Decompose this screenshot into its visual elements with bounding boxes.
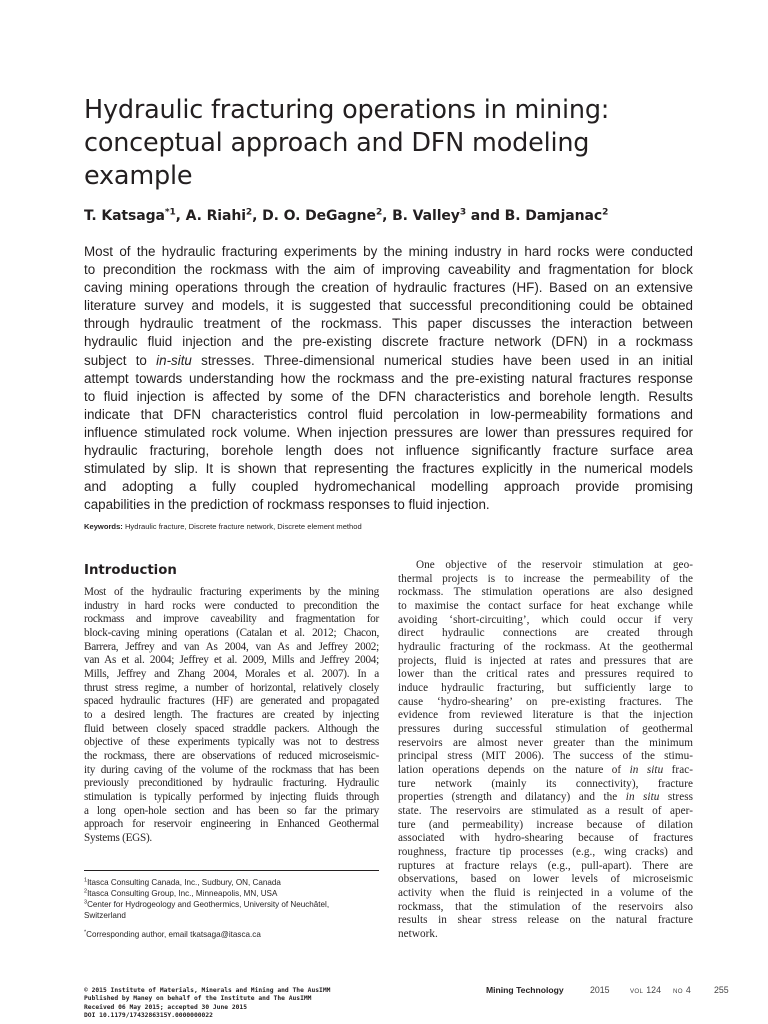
footnote-mark: 1: [84, 877, 88, 884]
body-line: block-caving mining operations (Catalan et al. 2012; Chacon,: [84, 627, 379, 640]
body-line: projects, fluid is injected at rates and pressures that are: [398, 654, 693, 667]
footnotes: [84, 877, 384, 940]
author-affiliation-mark: 2: [245, 207, 253, 218]
abstract-line: hydraulic fluid injection and the pre-existing discrete fracture network (DFN) in a rockmass: [84, 334, 693, 350]
keywords-label: Keywords:: [84, 522, 123, 531]
body-line: to maximise the contact surface for heat exchange while: [398, 600, 693, 613]
abstract: [84, 243, 693, 514]
abstract-line: through hydraulic treatment of the rockmass. This paper discusses the interaction between: [84, 316, 693, 332]
doi-line: DOI 10.1179/1743286315Y.0000000022: [84, 1012, 213, 1020]
body-line: previously preconditioned by hydraulic fracturing. Hydraulic: [84, 777, 379, 790]
body-line: industry in hard rocks were conducted to precondition the: [84, 599, 379, 612]
body-line: results in shear stress release on the natural fracture: [398, 914, 693, 927]
footnote-mark: 2: [84, 888, 88, 895]
title-line: example: [84, 161, 193, 191]
footnote-affiliation-1: [84, 877, 384, 888]
abstract-line: to fluid injection is affected by some of the DFN characteristics and borehole length. Results: [84, 388, 693, 404]
abstract-text: subject to: [84, 352, 157, 368]
abstract-line: capabilities in the prediction of rockmass responses to fluid injection.: [84, 497, 490, 513]
author-separator: ,: [252, 208, 263, 224]
issue-number: 4: [685, 985, 691, 995]
abstract-line: caving mining operations through the creation of hydraulic fractures (HF). Based on an extensive: [84, 280, 693, 296]
body-text: lation operations depends on the nature of: [398, 764, 630, 777]
body-line: induce hydraulic fracturing, but sufficiently large to: [398, 682, 693, 695]
body-line: evidence from reviewed literature is that the injection: [398, 709, 693, 722]
body-line: roughness, fracture tip processes (e.g., wing cracks) and: [398, 846, 693, 859]
abstract-line: and adopting a fully coupled hydromechanical modelling approach provide promising: [84, 479, 693, 495]
left-column-text: [84, 586, 379, 846]
author-conjunction: and: [465, 208, 505, 224]
body-line: activity when the fluid is reinjected in a volume of the: [398, 887, 693, 900]
body-line: state. The reservoirs are stimulated as a result of aper-: [398, 805, 693, 818]
running-footer: [486, 985, 736, 997]
abstract-italic: in-situ: [156, 352, 192, 368]
footnote-affiliation-3-cont: Switzerland: [84, 911, 126, 920]
paper-title: [84, 94, 704, 193]
footnote-affiliation-3: [84, 899, 384, 910]
copyright-line: © 2015 Institute of Materials, Minerals and Mining and The AusIMM: [84, 987, 331, 994]
abstract-line: literature survey and models, it is suggested that successful preconditioning could be obtained: [84, 298, 693, 314]
abstract-text: stresses. Three-dimensional numerical studies have been used in an initial: [191, 352, 693, 368]
body-line: lower than the critical rates and pressures required to: [398, 668, 693, 681]
body-line: One objective of the reservoir stimulation at geo-: [416, 559, 693, 571]
body-line: [398, 764, 693, 778]
section-heading-introduction: Introduction: [84, 563, 177, 578]
author-affiliation-mark: 2: [602, 207, 609, 218]
body-line: principal stress (MIT 2006). The success of the stimu-: [398, 750, 693, 763]
body-line: reservoirs are almost never greater than the minimum: [398, 736, 693, 749]
keywords: [84, 522, 693, 531]
page-number: 255: [714, 985, 729, 995]
journal-year: 2015: [590, 985, 610, 995]
publisher-line: Published by Maney on behalf of the Institute and The AusIMM: [84, 995, 312, 1003]
abstract-line: Most of the hydraulic fracturing experiments by the mining industry in hard rocks were conducted: [84, 244, 693, 259]
footnote-corresponding-author: [84, 929, 384, 940]
abstract-line: stimulated by slip. It is shown that representing the fractures explicitly in the numerical models: [84, 461, 693, 477]
body-line: ity during caving of the volume of the rockmass that has been: [84, 763, 379, 776]
body-line: avoiding ‘short-circuiting’, which could occur if very: [398, 613, 693, 626]
volume-number: 124: [646, 985, 661, 995]
body-italic: in situ: [629, 764, 664, 777]
author-affiliation-mark: *1: [164, 207, 176, 218]
footnote-affiliation-2: [84, 888, 384, 899]
body-line: Most of the hydraulic fracturing experiments by the mining: [84, 586, 379, 598]
abstract-line: attempt towards understanding how the rockmass and the pre-existing natural fractures response: [84, 370, 693, 386]
body-line: [398, 791, 693, 805]
abstract-line: indicate that DFN characteristics control fluid percolation in low-permeability formations and: [84, 406, 693, 422]
title-line: conceptual approach and DFN modeling: [84, 128, 590, 158]
author-name: D. O. DeGagne: [262, 208, 376, 224]
keywords-text: Hydraulic fracture, Discrete fracture network, Discrete element method: [122, 522, 362, 531]
author-affiliation-mark: 2: [375, 207, 383, 218]
footnote-text: Itasca Consulting Canada, Inc., Sudbury, ON, Canada: [87, 878, 281, 887]
author-affiliation-mark: 3: [459, 207, 466, 218]
footnote-text: Corresponding author, email tkatsaga@itasca.ca: [86, 930, 261, 939]
body-line: cause ‘hydro-shearing’ on pre-existing fractures. The: [398, 695, 693, 708]
body-line: observations, based on lower levels of microseismic: [398, 873, 693, 886]
body-line: Systems (EGS).: [84, 832, 152, 845]
body-line: fluid between closely spaced straddle packers. Although the: [84, 722, 379, 735]
abstract-line: influence stimulated rock volume. When injection pressures are lower than pressures required for: [84, 424, 693, 440]
body-line: rockmass and improve caveability and fragmentation for: [84, 613, 379, 626]
footnote-divider: [84, 870, 379, 871]
author-name: B. Damjanac: [504, 208, 603, 224]
body-text: properties (strength and dilatancy) and the: [398, 791, 626, 804]
body-line: associated with hydro-shearing because of fractures: [398, 832, 693, 845]
footnote-mark: 3: [84, 899, 88, 906]
body-text: frac-: [663, 764, 693, 777]
body-line: the rockmass, there are observations of reduced microseismic-: [84, 750, 379, 763]
issue-label: NO: [673, 988, 683, 995]
author-separator: ,: [175, 208, 186, 224]
footnote-text: Itasca Consulting Group, Inc., Minneapolis, MN, USA: [87, 889, 278, 898]
body-line: stimulation is typically performed by injecting fluids through: [84, 791, 379, 804]
title-line: Hydraulic fracturing operations in mining:: [84, 95, 610, 125]
body-line: rockmass, that the stimulation of the reservoirs also: [398, 900, 693, 913]
body-line: to a desired length. The fractures are created by injecting: [84, 709, 379, 722]
author-separator: ,: [382, 208, 393, 224]
abstract-line: to precondition the rockmass with the aim of improving caveability and fragmentation for block: [84, 262, 693, 278]
body-line: Barrera, Jeffrey and van As 2004, van As and Jeffrey 2002;: [84, 640, 379, 653]
body-line: van As et al. 2004; Jeffrey et al. 2009, Mills and Jeffrey 2004;: [84, 654, 379, 667]
body-italic: in situ: [625, 791, 660, 804]
publication-info: [84, 987, 384, 1021]
abstract-line: [84, 352, 693, 370]
volume-label: VOL: [630, 988, 644, 995]
body-line: a long open-hole section and has been so far the primary: [84, 804, 379, 817]
body-line: approach for reservoir engineering in Enhanced Geothermal: [84, 818, 379, 831]
body-line: direct hydraulic connections are created through: [398, 627, 693, 640]
journal-issue: [673, 985, 691, 995]
body-text: stress: [659, 791, 694, 804]
body-line: objective of these experiments typically was not to destress: [84, 736, 379, 749]
body-line: Mills, Jeffrey and Zhang 2004, Morales et al. 2007). In a: [84, 668, 379, 681]
body-line: thrust stress regime, a number of horizontal, relatively closely: [84, 681, 379, 694]
received-line: Received 06 May 2015; accepted 30 June 2015: [84, 1003, 248, 1011]
body-line: ruptures at fracture relays (e.g., pull-apart). There are: [398, 859, 693, 872]
body-line: spaced hydraulic fractures (HF) are generated and propagated: [84, 695, 379, 708]
footnote-mark: *: [84, 929, 87, 936]
author-name: B. Valley: [392, 208, 460, 224]
footnote-text: Center for Hydrogeology and Geothermics, University of Neuchâtel,: [87, 900, 330, 909]
body-line: network.: [398, 928, 438, 941]
body-line: hydraulic fracturing of the rockmass. At the geothermal: [398, 641, 693, 654]
author-list: [84, 208, 704, 224]
body-line: rockmass. The stimulation operations are also designed: [398, 586, 693, 599]
right-column-text: [398, 559, 693, 942]
author-name: T. Katsaga: [84, 208, 165, 224]
body-line: thermal projects is to increase the permeability of the: [398, 572, 693, 585]
author-name: A. Riahi: [185, 208, 246, 224]
body-line: ture (and permeability) increase because of dilation: [398, 818, 693, 831]
journal-volume: [630, 985, 661, 995]
body-line: ture network (mainly its connectivity), fracture: [398, 777, 693, 790]
abstract-line: hydraulic fracturing, borehole length does not influence significantly fracture surface area: [84, 443, 693, 459]
body-line: pressures during successful stimulation of geothermal: [398, 723, 693, 736]
journal-name: Mining Technology: [486, 985, 564, 995]
